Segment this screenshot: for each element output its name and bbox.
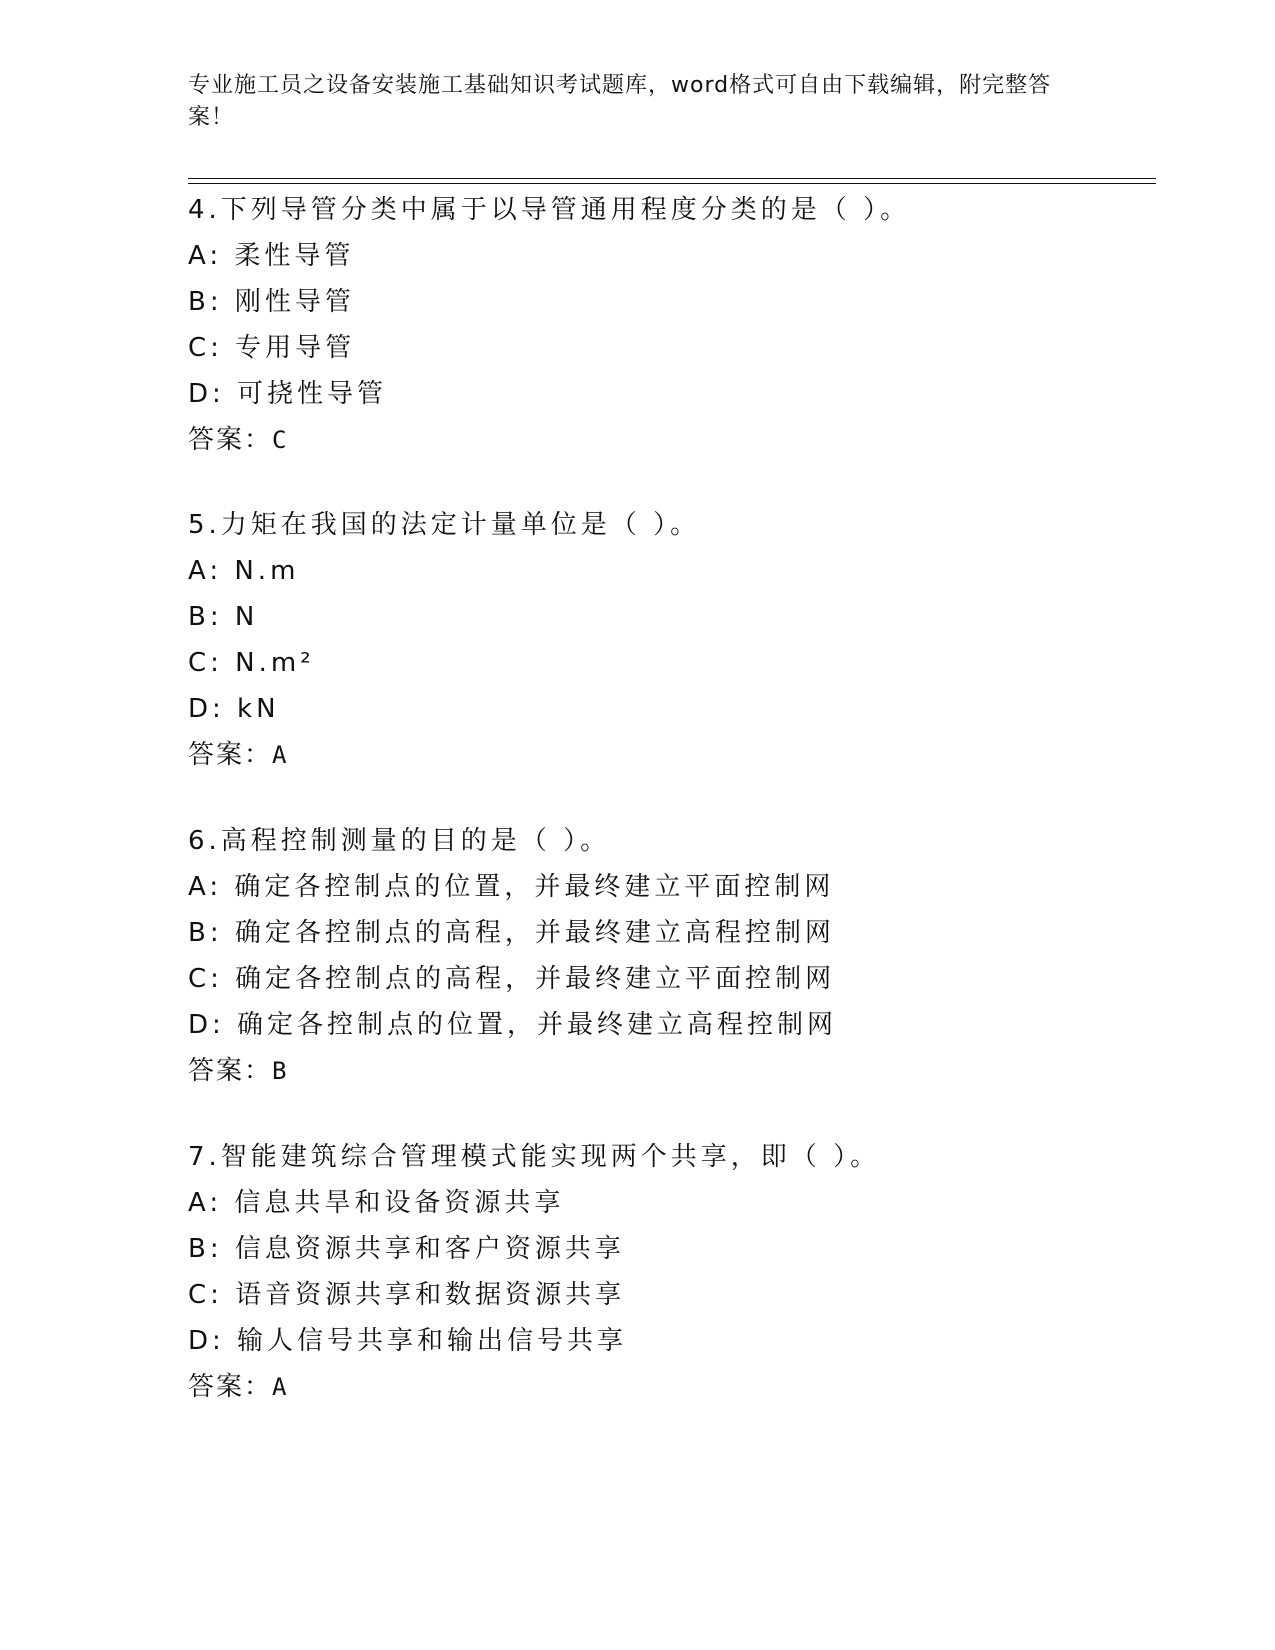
- answer-value: A: [272, 1373, 289, 1401]
- question-7: [188, 1134, 1148, 1410]
- answer-value: B: [272, 1057, 289, 1085]
- answer-label: 答案：: [188, 740, 273, 770]
- question-4: [188, 187, 1148, 463]
- question-stem: 6.高程控制测量的目的是（ ）。: [188, 826, 611, 856]
- option-c: C: 语音资源共享和数据资源共享: [188, 1280, 626, 1310]
- header-divider-bottom: [188, 183, 1156, 184]
- option-a: A: 柔性导管: [188, 241, 355, 271]
- answer-line: [188, 1364, 1148, 1410]
- option-b: B: N: [188, 602, 259, 632]
- option-b: B: 刚性导管: [188, 287, 355, 317]
- answer-value: A: [272, 741, 289, 769]
- option-a: A: N.m: [188, 556, 300, 586]
- question-stem: 7.智能建筑综合管理模式能实现两个共享，即（ ）。: [188, 1142, 881, 1172]
- answer-value: C: [272, 426, 289, 454]
- question-stem: 5.力矩在我国的法定计量单位是（ ）。: [188, 510, 701, 540]
- option-a: A: 信息共旱和设备资源共享: [188, 1188, 565, 1218]
- answer-label: 答案：: [188, 1056, 273, 1086]
- option-d: D: 可挠性导管: [188, 379, 388, 409]
- option-c: C: 专用导管: [188, 333, 356, 363]
- document-header: [188, 70, 1068, 134]
- option-d: D: 确定各控制点的位置，并最终建立高程控制网: [188, 1010, 838, 1040]
- option-b: B: 确定各控制点的高程，并最终建立高程控制网: [188, 918, 835, 948]
- header-divider-top: [188, 178, 1156, 179]
- header-intro-text: 专业施工员之设备安装施工基础知识考试题库，word格式可自由下载编辑，附完整答案！: [188, 73, 1052, 130]
- option-d: D: kN: [188, 694, 280, 724]
- option-a: A: 确定各控制点的位置，并最终建立平面控制网: [188, 872, 835, 902]
- option-b: B: 信息资源共享和客户资源共享: [188, 1234, 625, 1264]
- question-6: [188, 818, 1148, 1094]
- question-stem: 4.下列导管分类中属于以导管通用程度分类的是（ ）。: [188, 195, 911, 225]
- answer-line: [188, 732, 1148, 778]
- question-5: [188, 502, 1148, 778]
- answer-line: [188, 417, 1148, 463]
- answer-label: 答案：: [188, 425, 273, 455]
- option-c: C: N.m²: [188, 648, 315, 678]
- option-c: C: 确定各控制点的高程，并最终建立平面控制网: [188, 964, 836, 994]
- option-d: D: 输人信号共享和输出信号共享: [188, 1326, 628, 1356]
- answer-line: [188, 1048, 1148, 1094]
- answer-label: 答案：: [188, 1372, 273, 1402]
